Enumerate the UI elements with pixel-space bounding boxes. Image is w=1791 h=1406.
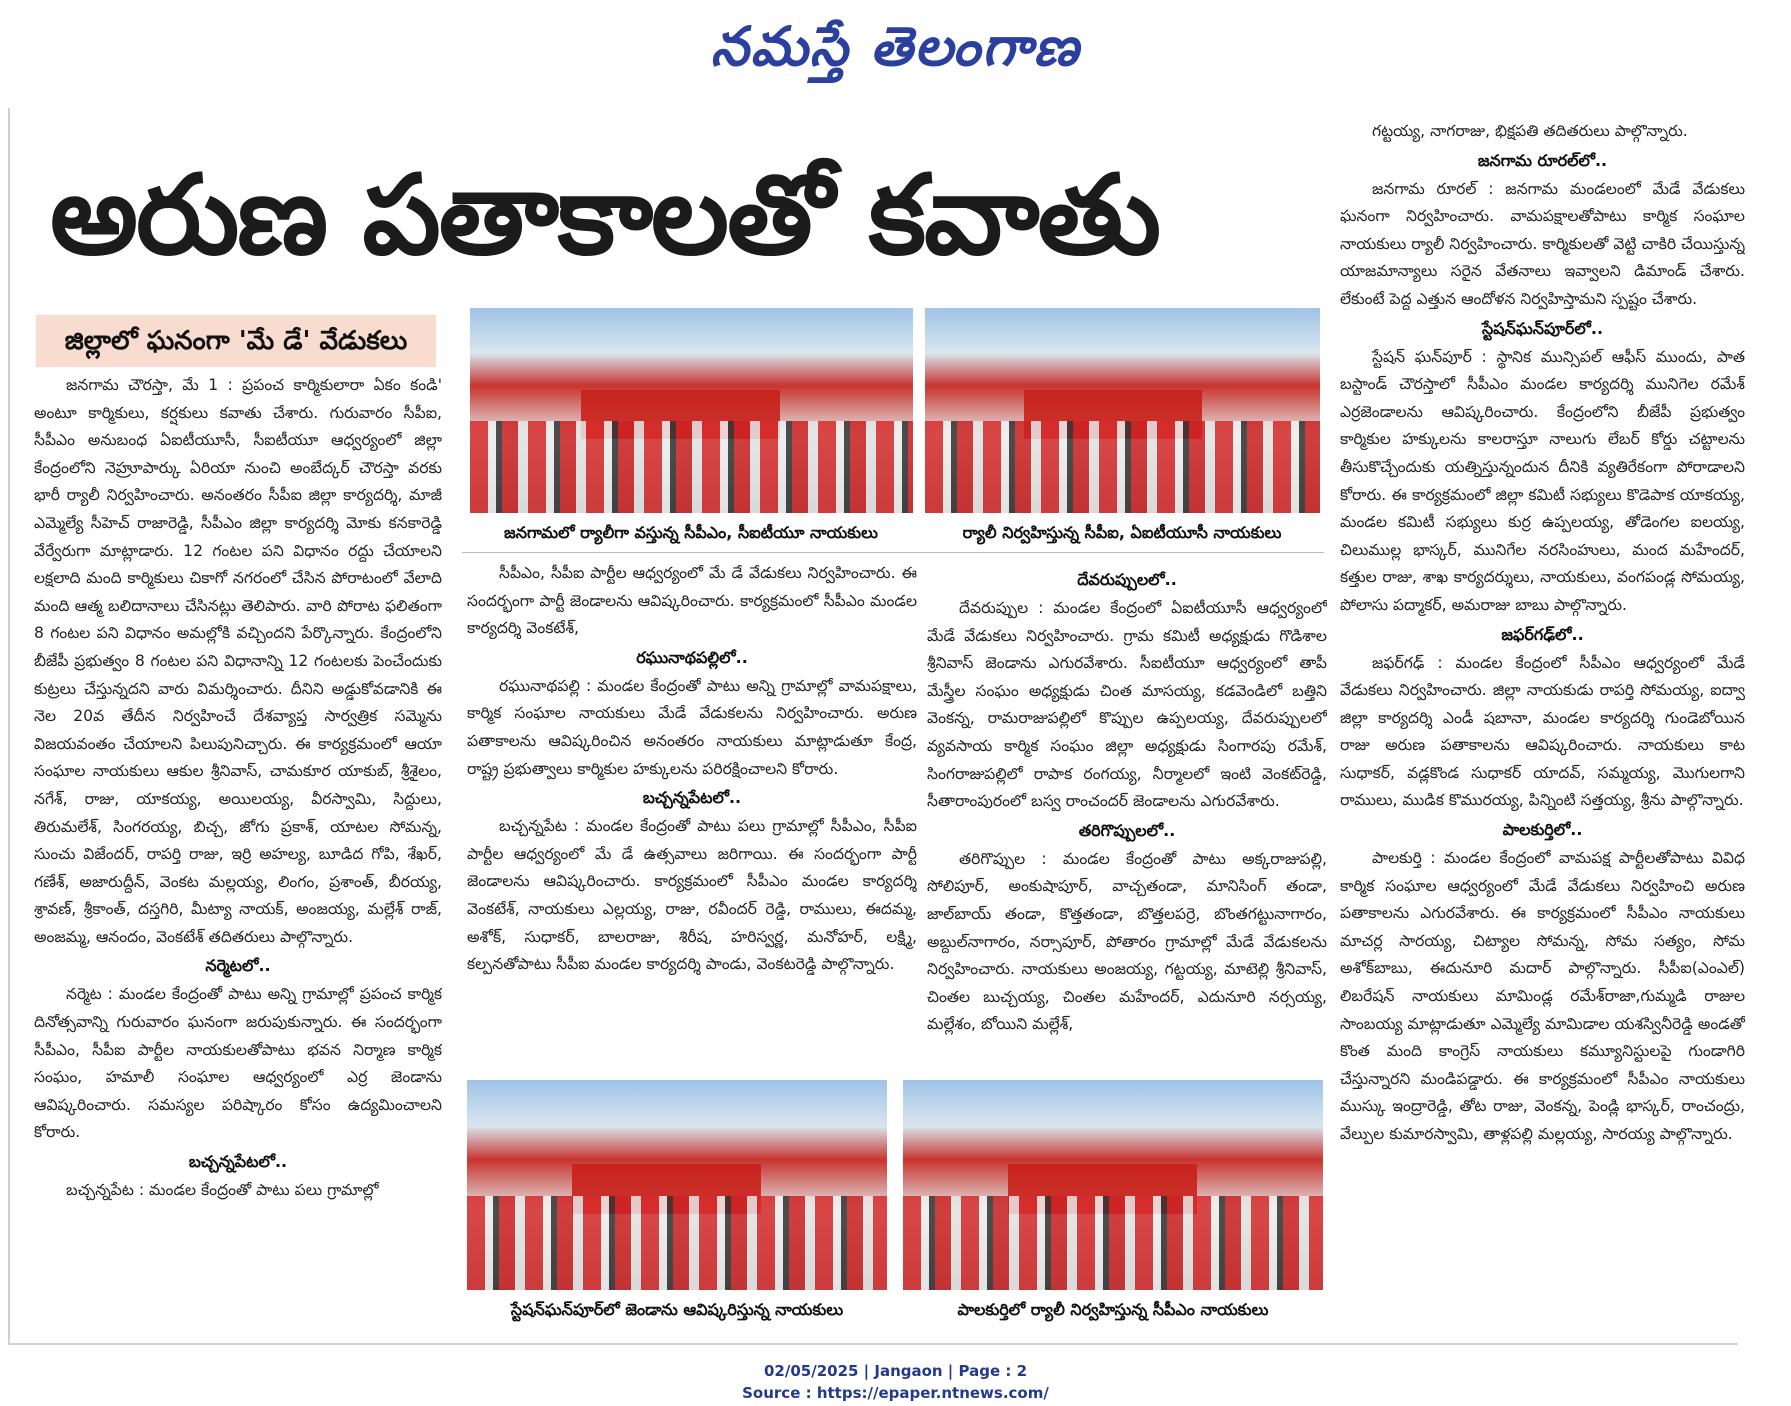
article-paragraph: రఘునాథపల్లి : మండల కేంద్రంతో పాటు అన్ని గ్రామాల్లో వామపక్షాలు, కార్మిక సంఘాల నాయకులు మేడే వేడుకలను నిర్వహించారు. అరుణ పతాకాలను ఆవిష్కరించిన అనంతరం నాయకులు మాట్లాడుతూ కేంద్ర, రాష్ట్ర ప్రభుత్వాలు కార్మికుల హక్కులను పరిరక్షించాలని కోరారు. xyxy=(467,676,917,778)
headline: అరుణ పతాకాలతో కవాతు xyxy=(50,151,1160,279)
footer-date-edition: 02/05/2025 | Jangaon | Page : 2 xyxy=(763,1362,1028,1380)
caption-divider xyxy=(462,552,1324,553)
bottom-border xyxy=(8,1343,1738,1345)
article-paragraph: బచ్చన్నపేట : మండల కేంద్రంతో పాటు పలు గ్రామాల్లో xyxy=(66,1181,379,1200)
article-paragraph: సీపీఎం, సీపీఐ పార్టీల ఆధ్వర్యంలో మే డే వేడుకలు నిర్వహించారు. ఈ సందర్భంగా పార్టీ జెండాలను ఆవిష్కరించారు. కార్యక్రమంలో సీపీఎం మండల కార్యదర్శి వెంకటేశ్, xyxy=(467,564,917,638)
article-paragraph: దేవరుప్పుల : మండల కేంద్రంలో ఏఐటీయూసీ ఆధ్వర్యంలో మేడే వేడుకలు నిర్వహించారు. గ్రామ కమిటీ అధ్యక్షుడు గొడిశాల శ్రీనివాస్ జెండాను ఎగురవేశారు. సీఐటీయూ ఆధ్వర్యంలో తాపీ మేస్త్రీల సంఘం అధ్యక్షుడు చింత మాసయ్య, కడవెండిలో బత్తిని వెంకన్న, రామరాజుపల్లిలో కొప్పుల ఉప్పలయ్య, దేవరుప్పులలో వ్యవసాయ కార్మిక సంఘం జిల్లా అధ్యక్షుడు సింగారపు రమేశ్, సింగరాజుపల్లిలో రాపాక రంగయ్య, నీర్మాలలో ఇంటి వెంకట్‌రెడ్డి, సీతారాంపురంలో బస్వ రాంచందర్ జెండాలను ఎగురవేశారు. xyxy=(927,599,1327,811)
photo-crowd xyxy=(925,421,1320,513)
photo-caption: జనగామలో ర్యాలీగా వస్తున్న సీపీఎం, సీఐటీయూ నాయకులు xyxy=(504,523,878,542)
photo-caption: స్టేషన్‌ఘన్‌పూర్‌లో జెండాను ఆవిష్కరిస్తున్న నాయకులు xyxy=(510,1300,844,1319)
section-heading: బచ్చన్నపేటలో.. xyxy=(188,1152,288,1172)
article-paragraph: జనగామ రూరల్ : జనగామ మండలంలో మేడే వేడుకలు ఘనంగా నిర్వహించారు. వామపక్షాలతోపాటు కార్మిక సంఘాల నాయకులు ర్యాలీ నిర్వహించారు. కార్మికులతో వెట్టి చాకిరి చేయిస్తున్న యాజమాన్యాలు సరైన వేతనాలు ఇవ్వాలని డిమాండ్ చేశారు. లేకుంటే పెద్ద ఎత్తున ఆందోళన నిర్వహిస్తామని స్పష్టం చేశారు. xyxy=(1340,179,1745,308)
section-heading: జఫర్‌గఢ్‌లో.. xyxy=(1501,624,1584,644)
photo-caption: పాలకుర్తిలో ర్యాలీ నిర్వహిస్తున్న సీపీఎం నాయకులు xyxy=(957,1300,1269,1319)
section-heading: పాలకుర్తిలో.. xyxy=(1502,820,1583,840)
section-heading: రఘునాథపల్లిలో.. xyxy=(636,647,748,667)
section-heading: స్టేషన్‌ఘన్‌పూర్‌లో.. xyxy=(1481,318,1604,338)
flag-hoisting-photo xyxy=(467,1080,887,1290)
article-paragraph: నర్మెట : మండల కేంద్రంతో పాటు అన్ని గ్రామాల్లో ప్రపంచ కార్మిక దినోత్సవాన్ని గురువారం ఘనంగా జరుపుకున్నారు. ఈ సందర్భంగా సీపీఎం, సీపీఐ పార్టీల నాయకులతోపాటు భవన నిర్మాణ కార్మిక సంఘం, హమాలీ సంఘాల ఆధ్వర్యంలో ఎర్ర జెండాను ఆవిష్కరించారు. సమస్యల పరిష్కారం కోసం ఉద్యమించాలని కోరారు. xyxy=(34,985,442,1142)
article-paragraph: గట్టయ్య, నాగరాజు, భిక్షపతి తదితరులు పాల్గొన్నారు. xyxy=(1372,122,1688,140)
subheadline: జిల్లాలో ఘనంగా 'మే డే' వేడుకలు xyxy=(36,315,436,367)
photo-crowd xyxy=(903,1196,1323,1291)
article-column-2 xyxy=(467,560,917,1065)
photo-crowd xyxy=(470,421,913,513)
section-heading: బచ్చన్నపేటలో.. xyxy=(642,788,742,808)
rally-photo-2 xyxy=(925,308,1320,513)
masthead-logo: నమస్తే తెలంగాణ xyxy=(710,14,1081,78)
article-paragraph: జఫర్‌గఢ్ : మండల కేంద్రంలో సీపీఎం ఆధ్వర్యంలో మేడే వేడుకలు నిర్వహించారు. జిల్లా నాయకుడు రాపర్తి సోమయ్య, ఐద్వా జిల్లా కార్యదర్శి ఎండీ షబానా, మండల కార్యదర్శి గుండెబోయిన రాజు అరుణ పతాకాలను ఆవిష్కరించారు. నాయకులు కాట సుధాకర్, వడ్లకొండ సుధాకర్ యాదవ్, సమ్మయ్య, మొగులగాని రాములు, ముడిక కొమురయ్య, పిన్నింటి సత్తయ్య, శ్రీను పాల్గొన్నారు. xyxy=(1340,653,1745,810)
left-border xyxy=(8,108,10,1343)
article-column-1 xyxy=(34,372,442,1334)
article-paragraph: తరిగొప్పుల : మండల కేంద్రంతో పాటు అక్కరాజుపల్లి, సోలిపూర్, అంకుషాపూర్, వాచ్చతండా, మానిసింగ్ తండా, జాల్‌బాయ్ తండా, కొత్తతండా, బొత్తలపర్రె, బొంతగట్టునాగారం, అబ్దుల్‌నాగారం, నర్సాపూర్, పోతారం గ్రామాల్లో మేడే వేడుకలను నిర్వహించారు. నాయకులు అంజయ్య, గట్టయ్య, మాటెల్లి శ్రీనివాస్, చింతల బుచ్చయ్య, చింతల మహేందర్, ఎదునూరి నర్సయ్య, మల్లేశం, బోయిని మల్లేశ్, xyxy=(927,849,1327,1034)
footer-source-link[interactable]: Source : https://epaper.ntnews.com/ xyxy=(742,1384,1049,1402)
article-paragraph: పాలకుర్తి : మండల కేంద్రంలో వామపక్ష పార్టీలతోపాటు వివిధ కార్మిక సంఘాల ఆధ్వర్యంలో మేడే వేడుకలు నిర్వహించి అరుణ పతాకాలను ఎగురవేశారు. ఈ కార్యక్రమంలో సీపీఎం నాయకులు మాచర్ల సారయ్య, చిట్యాల సోమన్న, సోమ సత్యం, సోమ అశోక్‌బాబు, ఈదునూరి మదార్ పాల్గొన్నారు. సీపీఐ(ఎంఎల్) లిబరేషన్ నాయకులు మామిండ్ల రమేశ్‌రాజా,గుమ్మడి రాజుల సాంబయ్య మాట్లాడుతూ ఎమ్మెల్యే మామిడాల యశస్వినీరెడ్డి అండతో కొంత మంది కాంగ్రెస్ నాయకులు కమ్యూనిస్టులపై గుండాగిరి చేస్తున్నారని మండిపడ్డారు. ఈ కార్యక్రమంలో సీపీఎం నాయకులు ముస్కు ఇంద్రారెడ్డి, తోట రాజు, వెంకన్న, పెండ్లి భాస్కర్, రాంచంద్రు, వేల్పుల కుమారస్వామి, తాళ్లపల్లి మల్లయ్య, సారయ్య పాల్గొన్నారు. xyxy=(1340,849,1745,1143)
article-paragraph: బచ్చన్నపేట : మండల కేంద్రంతో పాటు పలు గ్రామాల్లో సీపీఎం, సీపీఐ పార్టీల ఆధ్వర్యంలో మే డే ఉత్సవాలు జరిగాయి. ఈ సందర్భంగా పార్టీ జెండాలను ఆవిష్కరించారు. కార్యక్రమంలో సీపీఎం మండల కార్యదర్శి వెంకటేశ్, నాయకులు ఎల్లయ్య, రాజు, రవీందర్ రెడ్డి, రాములు, ఈదమ్మ, అశోక్, సుధాకర్, బాలరాజు, శిరీష, హరిస్వర్ణ, మనోహర్, లక్ష్మి, కల్పనతోపాటు సీపీఐ మండల కార్యదర్శి పాండు, వెంకటరెడ్డి పాల్గొన్నారు. xyxy=(467,817,917,974)
section-heading: నర్మెటలో.. xyxy=(205,956,271,976)
rally-photo-4 xyxy=(903,1080,1323,1290)
photo-caption: ర్యాలీ నిర్వహిస్తున్న సీపీఐ, ఏఐటీయూసీ నాయకులు xyxy=(962,523,1282,542)
section-heading: జనగామ రూరల్‌లో.. xyxy=(1477,150,1608,170)
article-column-3 xyxy=(927,565,1327,1075)
section-heading: దేవరుప్పులలో.. xyxy=(1077,570,1177,589)
article-paragraph: స్టేషన్ ఘన్‌పూర్ : స్థానిక మున్సిపల్ ఆఫీస్ ముందు, పాత బస్టాండ్ చౌరస్తాలో సీపీఎం మండల కార్యదర్శి మునిగెల రమేశ్ ఎర్రజెండాలను ఆవిష్కరించారు. కేంద్రంలోని బీజేపీ ప్రభుత్వం కార్మికుల హక్కులను కాలరాస్తూ నాలుగు లేబర్ కోర్డు చట్టాలను తీసుకొచ్చేందుకు యత్నిస్తున్నందున దీనికి వ్యతిరేకంగా పోరాడాలని కోరారు. ఈ కార్యక్రమంలో జిల్లా కమిటీ సభ్యులు కొడెపాక యాకయ్య, మండల కమిటీ సభ్యులు కుర్ర ఉప్పలయ్య, తోడెంగల ఐలయ్య, చిలుముల్ల భాస్కర్, మునిగేల నరసింహులు, మంద మహేందర్, కత్తుల రాజు, శాఖ కార్యదర్శులు, నాయకులు, వంగపండ్ల సోమయ్య, పోలాసు పద్మాకర్, అమరాజు బాబు పాల్గొన్నారు. xyxy=(1340,347,1745,614)
rally-photo-1 xyxy=(470,308,913,513)
article-paragraph: జనగామ చౌరస్తా, మే 1 : ప్రపంచ కార్మికులారా ఏకం కండి' అంటూ కార్మికులు, కర్షకులు కవాతు చేశారు. గురువారం సీపీఐ, సీపీఎం అనుబంధ ఏఐటీయూసీ, సీఐటీయూ ఆధ్వర్యంలో జిల్లా కేంద్రంలోని నెహ్రూపార్కు ఏరియా నుంచి అంబేద్కర్ చౌరస్తా వరకు భారీ ర్యాలీ నిర్వహించారు. అనంతరం సీపీఐ జిల్లా కార్యదర్శి, మాజీ ఎమ్మెల్యే సీహెచ్ రాజారెడ్డి, సీపీఎం జిల్లా కార్యదర్శి మోకు కనకారెడ్డి వేర్వేరుగా మాట్లాడారు. 12 గంటల పని విధానం రద్దు చేయాలని లక్షలాది మంది కార్మికులు చికాగో నగరంలో చేసిన పోరాటంలో వేలాది మంది ఆత్మ బలిదానాలు చేసినట్లు తెలిపారు. వారి పోరాట ఫలితంగా 8 గంటల పని విధానం అమల్లోకి వచ్చిందని పేర్కొన్నారు. కేంద్రంలోని బీజేపీ ప్రభుత్వం 8 గంటల పని విధానాన్ని 12 గంటలకు పెంచేందుకు కుట్రలు చేస్తున్నదని వారు విమర్శించారు. దీనిని అడ్డుకోవడానికి ఈ నెల 20వ తేదీన నిర్వహించే దేశవ్యాప్త సార్వత్రిక సమ్మెను విజయవంతం చేయాలని పిలుపునిచ్చారు. ఈ కార్యక్రమంలో ఆయా సంఘాల నాయకులు ఆకుల శ్రీనివాస్, చామకూర యాకుబ్, శ్రీశైలం, నగేశ్, రాజు, యాకయ్య, అయిలయ్య, వీరస్వామి, సిద్దులు, తిరుమలేశ్, సింగరయ్య, బిచ్చ, జోగు ప్రకాశ్, యాటల సోమన్న, సుంచు విజేందర్, రాపర్తి రాజు, ఇర్రి అహల్య, బూడిద గోపి, శేఖర్, గణేశ్, అజారుద్దీన్, వెంకట మల్లయ్య, లింగం, ప్రశాంత్, బీరయ్య, శ్రావణ్, శ్రీకాంత్, దస్తగిరి, మీట్యా నాయక్, అంజయ్య, మల్లేశ్ రాజ్, అంజమ్మ, ఆనందం, వెంకటేశ్ తదితరులు పాల్గొన్నారు. xyxy=(34,376,442,946)
section-heading: తరిగొప్పులలో.. xyxy=(1078,820,1176,840)
article-column-4 xyxy=(1340,118,1745,1333)
photo-crowd xyxy=(467,1196,887,1291)
